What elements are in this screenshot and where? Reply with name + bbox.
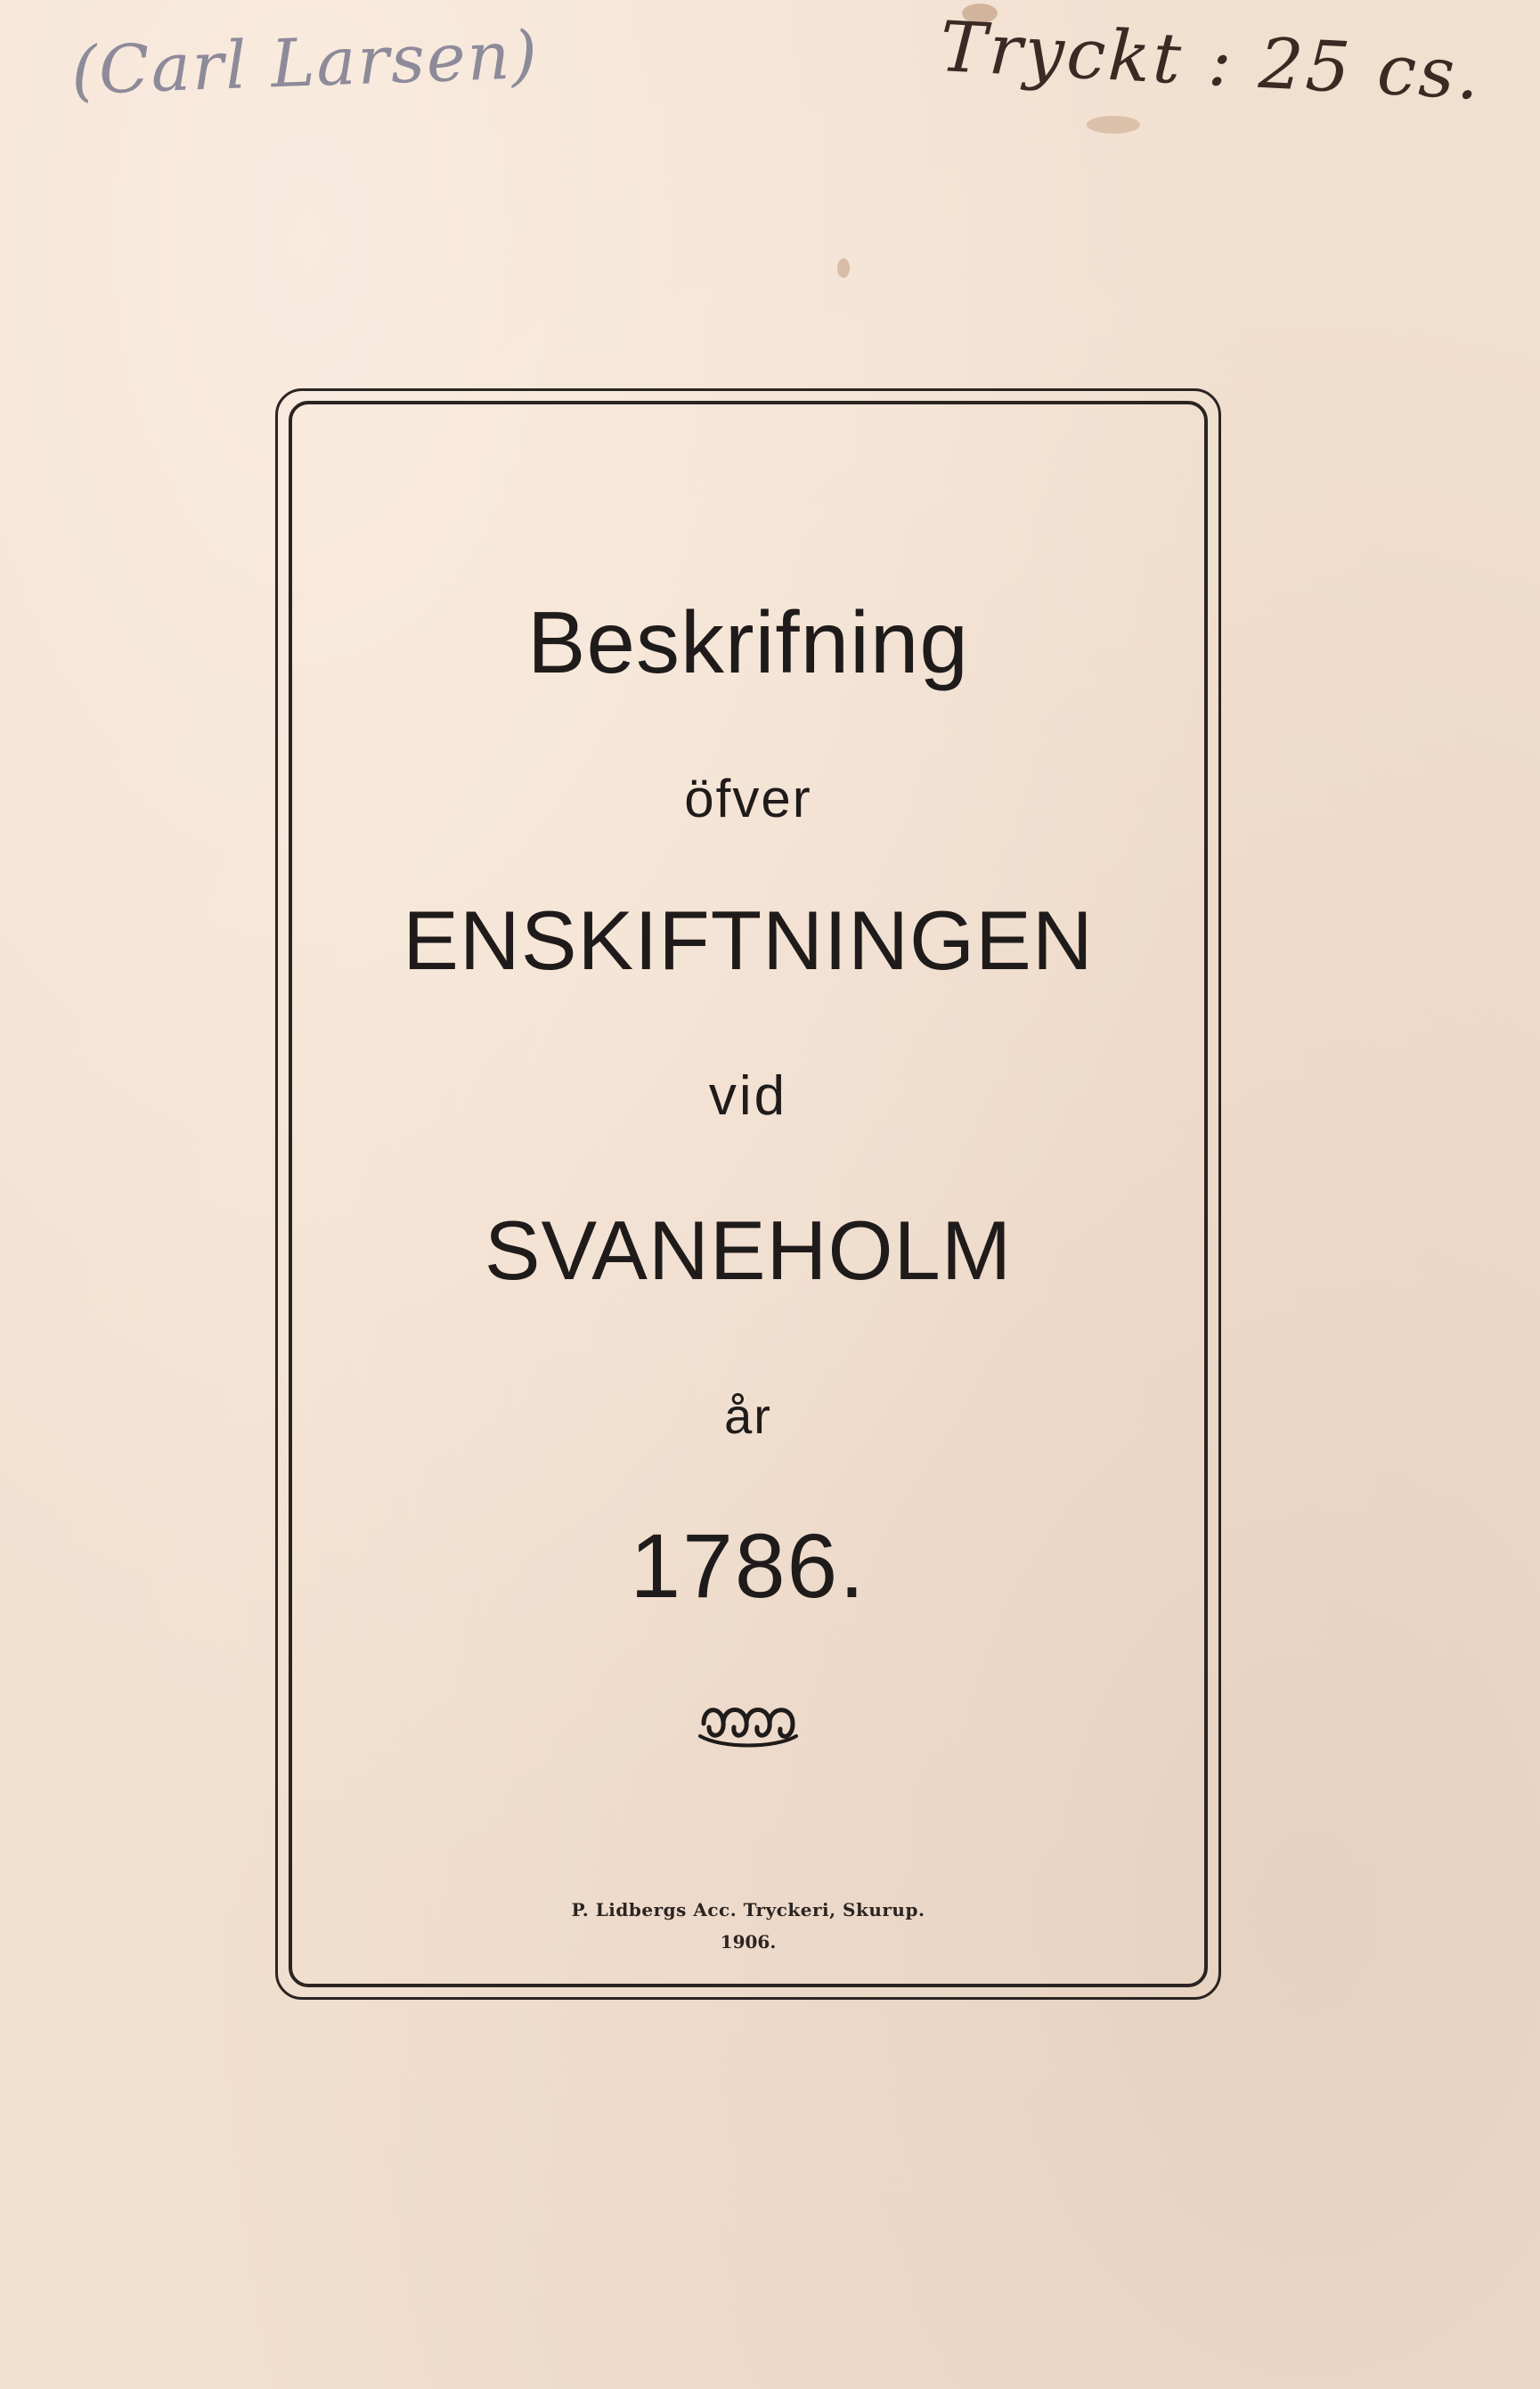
printer-year: 1906. bbox=[720, 1931, 777, 1953]
title-ar: år bbox=[724, 1388, 772, 1444]
printer-imprint: P. Lidbergs Acc. Tryckeri, Skurup. bbox=[571, 1899, 925, 1920]
title-svaneholm: SVANEHOLM bbox=[484, 1203, 1013, 1297]
ornament-icon bbox=[695, 1697, 802, 1750]
title-vid: vid bbox=[708, 1065, 788, 1127]
title-beskrifning: Beskrifning bbox=[527, 593, 969, 691]
stain-spot bbox=[837, 258, 850, 278]
title-enskiftningen: ENSKIFTNINGEN bbox=[403, 893, 1094, 987]
title-year: 1786. bbox=[630, 1515, 867, 1617]
title-ofver: öfver bbox=[684, 769, 812, 828]
handwritten-price-note: Tryckt : 25 cs. bbox=[938, 7, 1485, 116]
handwritten-owner-name: (Carl Larsen) bbox=[69, 16, 541, 110]
stain-spot bbox=[1087, 116, 1140, 134]
